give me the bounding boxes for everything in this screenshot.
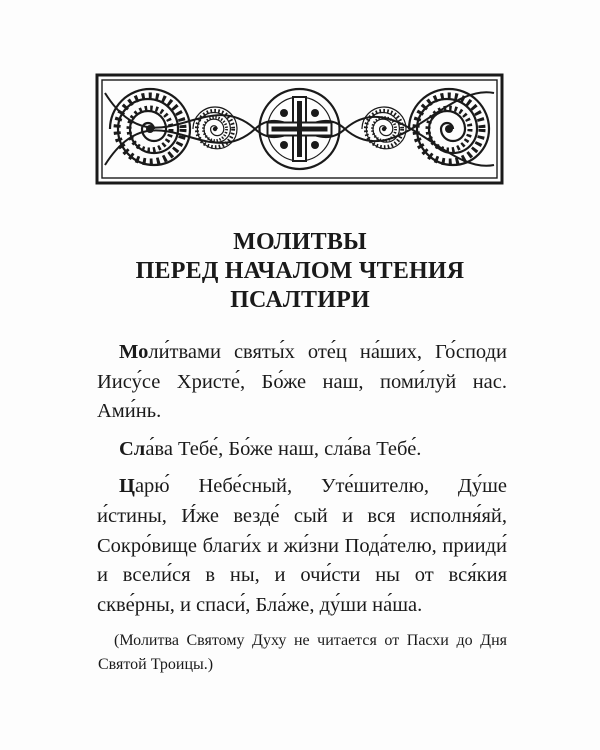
- header-ornament: [95, 73, 504, 185]
- page-title: [60, 228, 540, 315]
- bold-initial: Ц: [119, 475, 135, 498]
- title-line: ПЕРЕД НАЧАЛОМ ЧТЕНИЯ: [135, 258, 465, 284]
- title-line: ПСАЛТИРИ: [230, 287, 370, 313]
- bold-initial: Сл: [119, 437, 146, 460]
- prayer-body: а́ва Тебе́, Бо́же наш, сла́ва Тебе́.: [145, 437, 422, 460]
- prayer-body: арю́ Небе́сный, Уте́шителю, Ду́ше и́стины, И́же везде́ сый и вся исполня́яй, Сокро́вище благи́х и жи́зни Пода́телю, прииди́ и всели́ся в ны, и очи́сти ны от вся́кия скве́рны, и спаси́, Бла́же, ду́ши на́ша.: [97, 475, 507, 616]
- prayer-paragraph: [97, 472, 507, 620]
- rubric-note: (Молитва Святому Духу не читается от Пасхи до Дня Святой Троицы.): [98, 632, 507, 673]
- title-line: МОЛИТВЫ: [233, 229, 367, 255]
- prayer-paragraph: [97, 338, 507, 427]
- prayer-body: ли́твами святы́х оте́ц на́ших, Го́споди Иису́се Христе́, Бо́же наш, поми́луй нас. Ами́нь.: [97, 341, 507, 423]
- prayer-text: [97, 338, 507, 628]
- bold-initial: Мо: [119, 341, 149, 363]
- prayer-paragraph: [97, 435, 507, 465]
- byzantine-scroll-ornament-icon: [95, 73, 504, 185]
